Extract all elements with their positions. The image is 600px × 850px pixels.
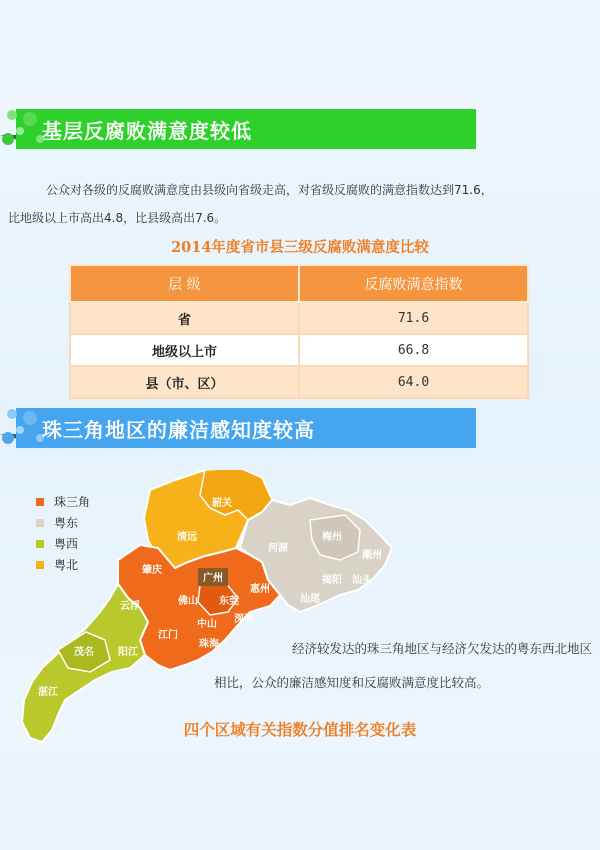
level-cell: 县（市、区） — [70, 366, 299, 398]
table-row — [70, 302, 528, 334]
city-label: 佛山 — [178, 596, 198, 607]
city-label: 潮州 — [362, 550, 382, 561]
city-label: 阳江 — [118, 647, 138, 658]
section1-paragraph — [8, 176, 578, 232]
city-label: 茂名 — [74, 647, 94, 658]
table-row — [70, 366, 528, 398]
section2-paragraph — [206, 632, 594, 700]
paragraph-line: 相比，公众的廉洁感知度和反腐败满意度比较高。 — [214, 675, 490, 690]
city-label: 东莞 — [219, 596, 239, 607]
satisfaction-table — [69, 264, 529, 399]
table-title: 2014年度省市县三级反腐败满意度比较 — [171, 239, 429, 256]
header-level: 层 级 — [70, 265, 299, 302]
value-cell: 66.8 — [299, 334, 528, 366]
city-label: 惠州 — [250, 584, 270, 595]
city-label: 汕尾 — [300, 594, 320, 605]
legend-label: 粤西 — [54, 537, 79, 551]
city-label: 肇庆 — [142, 565, 162, 576]
paragraph-line: 比地级以上市高出4.8，比县级高出7.6。 — [8, 211, 227, 225]
city-label: 云浮 — [120, 601, 140, 612]
city-label: 揭阳 — [322, 575, 342, 586]
city-label: 清远 — [177, 532, 197, 543]
city-label: 珠海 — [199, 639, 219, 650]
section1-title: 基层反腐败满意度较低 — [42, 119, 252, 143]
bottom-band — [0, 748, 600, 850]
city-label: 深圳 — [234, 614, 254, 625]
value-cell: 64.0 — [299, 366, 528, 398]
value-cell: 71.6 — [299, 302, 528, 334]
city-label: 梅州 — [322, 532, 342, 543]
header-index: 反腐败满意指数 — [299, 265, 528, 302]
guangdong-map — [0, 470, 600, 750]
paragraph-line: 公众对各级的反腐败满意度由县级向省级走高，对省级反腐败的满意指数达到71.6， — [46, 183, 493, 197]
legend-label: 珠三角 — [54, 495, 91, 509]
city-label: 江门 — [158, 630, 178, 641]
section2-banner — [0, 408, 478, 448]
legend-label: 粤东 — [54, 516, 79, 530]
city-label: 韶关 — [212, 498, 232, 509]
level-cell: 省 — [70, 302, 299, 334]
paragraph-line: 经济较发达的珠三角地区与经济欠发达的粤东西北地区 — [291, 641, 592, 656]
city-label: 广州 — [203, 573, 223, 584]
next-table-title: 四个区域有关指数分值排名变化表 — [183, 720, 417, 739]
section2-title: 珠三角地区的廉洁感知度较高 — [42, 418, 315, 442]
city-label: 河源 — [268, 543, 288, 554]
level-cell: 地级以上市 — [70, 334, 299, 366]
legend-label: 粤北 — [54, 558, 79, 572]
city-label: 汕头 — [352, 575, 372, 586]
section1-banner — [0, 109, 478, 149]
table-row — [70, 334, 528, 366]
city-label: 中山 — [197, 619, 217, 630]
city-label: 湛江 — [38, 687, 58, 698]
